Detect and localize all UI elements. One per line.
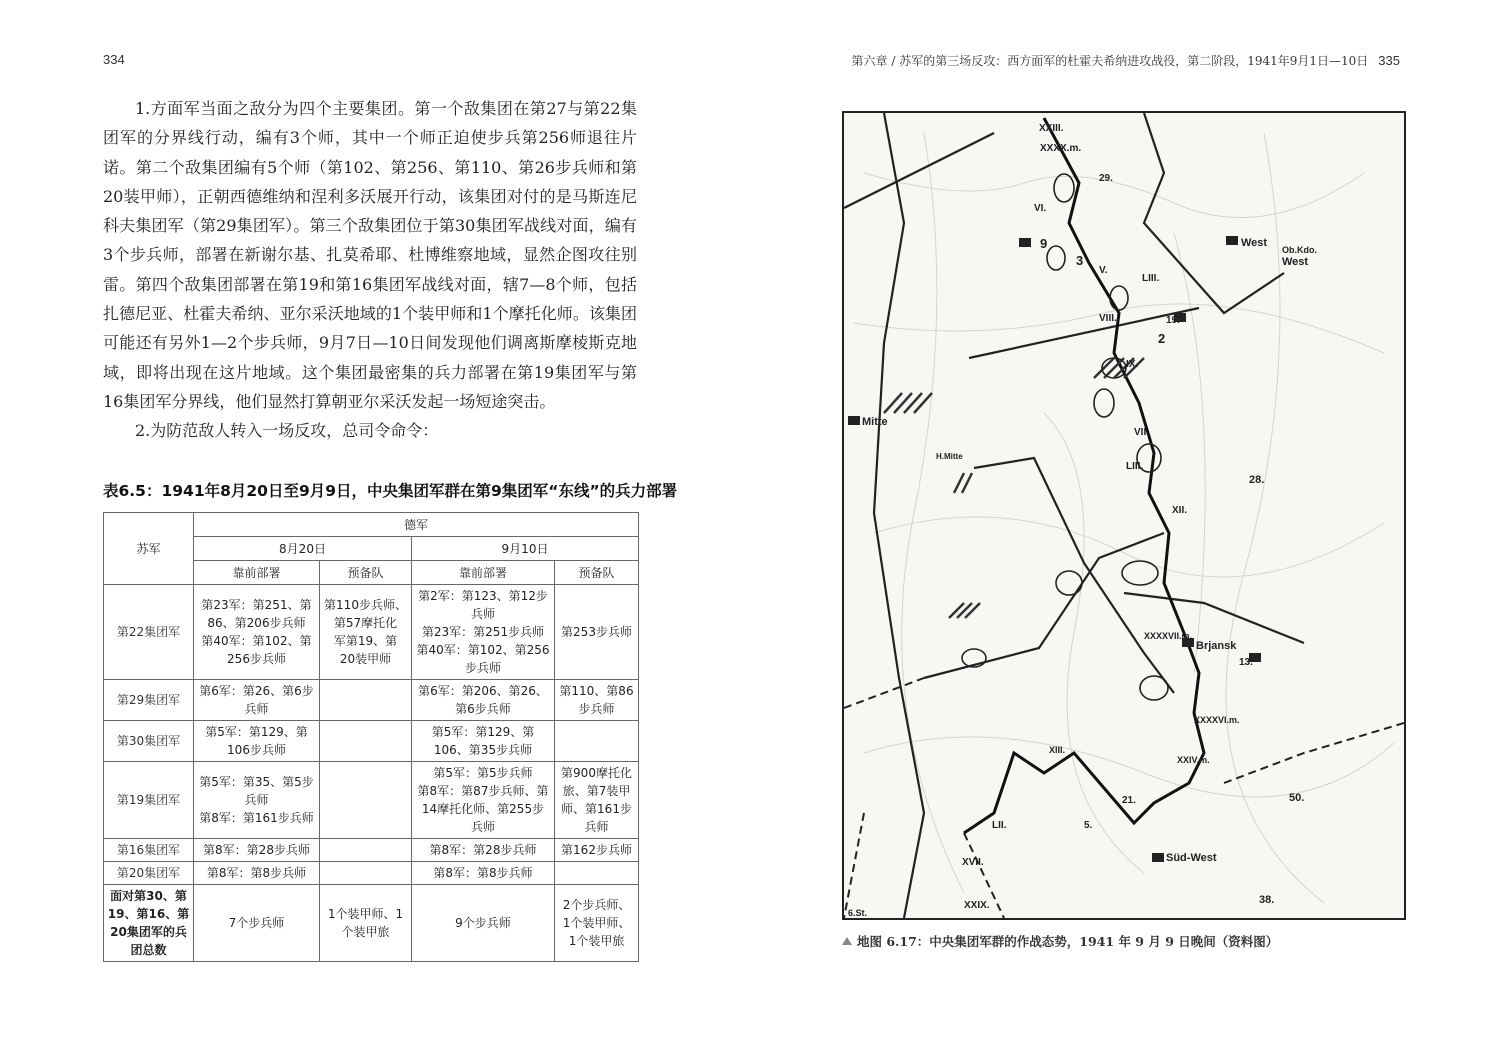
army-cell: 第22集团军 (104, 585, 194, 680)
map-label: XXXXVII.m. (1144, 631, 1193, 641)
hq-flags (848, 236, 1261, 862)
header-front-1: 靠前部署 (194, 561, 320, 585)
map-label: H.Mitte (936, 452, 963, 461)
table-row (104, 680, 639, 721)
body-text (103, 94, 637, 446)
map-label: XXIV.m. (1177, 755, 1210, 765)
reserve-cell-sep10: 第110、第86 步兵师 (555, 680, 639, 721)
map-label: 13. (1239, 657, 1253, 668)
map-label: Ob.Kdo. (1282, 245, 1317, 255)
army-cell: 第29集团军 (104, 680, 194, 721)
map-label: IX. (1126, 359, 1139, 370)
total-label-cell: 面对第30、第 19、第16、第 20集团军的兵 团总数 (104, 885, 194, 962)
front-cell-aug20: 第8军：第28步兵师 (194, 839, 320, 862)
map-label: VII. (1134, 427, 1150, 438)
paragraph-1: 1.方面军当面之敌分为四个主要集团。第一个敌集团在第27与第22集团军的分界线行动，编有3个师，其中一个师正迫使步兵第256师退往片诺。第二个敌集团编有5个师（第102、第256、第110、第26步兵师和第20装甲师），正朝西德维纳和涅利多沃展开行动，该集团对付的是马斯连尼科夫集团军（第29集团军）。第三个敌集团位于第30集团军战线对面，编有3个步兵师，部署在新谢尔基、扎莫希耶、杜博维察地域，显然企图攻往别雷。第四个敌集团部署在第19和第16集团军战线对面，辖7—8个师，包括扎德尼亚、杜霍夫希纳、亚尔采沃地域的1个装甲师和1个摩托化师。该集团可能还有另外1—2个步兵师，9月7日—10日间发现他们调离斯摩棱斯克地域，即将出现在这片地域。这个集团最密集的兵力部署在第19集团军与第16集团军分界线，他们显然打算朝亚尔采沃发起一场短途突击。 (103, 99, 637, 411)
front-cell-aug20: 第8军：第8步兵师 (194, 862, 320, 885)
hatched-areas (884, 358, 1144, 618)
troop-deployment-table (103, 512, 639, 962)
header-soviet: 苏军 (104, 513, 194, 585)
table-row (104, 862, 639, 885)
total-front-aug20: 7个步兵师 (194, 885, 320, 962)
header-front-2: 靠前部署 (412, 561, 555, 585)
front-cell-aug20: 第23军：第251、第 86、第206步兵师 第40军：第102、第 256步兵师 (194, 585, 320, 680)
map-label: 5. (1084, 820, 1093, 831)
map-label: Brjansk (1196, 640, 1237, 652)
front-cell-aug20: 第5军：第129、第 106步兵师 (194, 721, 320, 762)
map-caption-text: 地图 6.17：中央集团军群的作战态势，1941 年 9 月 9 日晚间（资料图） (857, 934, 1279, 949)
front-cell-sep10: 第5军：第129、第 106、第35步兵师 (412, 721, 555, 762)
army-cell: 第30集团军 (104, 721, 194, 762)
table-row (104, 839, 639, 862)
total-front-sep10: 9个步兵师 (412, 885, 555, 962)
reserve-cell-sep10: 第253步兵师 (555, 585, 639, 680)
map-label: 9 (1040, 236, 1048, 251)
map-label: VI. (1034, 203, 1047, 214)
total-reserve-sep10: 2个步兵师、 1个装甲师、 1个装甲旅 (555, 885, 639, 962)
map-label: VIII. (1099, 313, 1117, 324)
map-label: 38. (1259, 894, 1275, 906)
front-cell-aug20: 第6军：第26、第6步 兵师 (194, 680, 320, 721)
header-german: 德军 (194, 513, 639, 537)
map-label: XIII. (1049, 745, 1066, 755)
total-reserve-aug20: 1个装甲师、1 个装甲旅 (320, 885, 412, 962)
table-caption: 表6.5：1941年8月20日至9月9日，中央集团军群在第9集团军“东线”的兵力部署 (103, 482, 678, 500)
reserve-cell-sep10: 第900摩托化 旅、第7装甲 师、第161步 兵师 (555, 762, 639, 839)
reserve-cell-sep10: 第162步兵师 (555, 839, 639, 862)
header-reserve-2: 预备队 (555, 561, 639, 585)
map-caption (842, 932, 1278, 950)
map-label: LII. (992, 820, 1007, 831)
reserve-cell-aug20 (320, 721, 412, 762)
map-label: West (1282, 256, 1309, 268)
map-label: 28. (1249, 474, 1265, 486)
map-label: XII. (1172, 505, 1188, 516)
map-label: XVII. (962, 857, 984, 868)
running-head-text: 第六章 / 苏军的第三场反攻：西方面军的杜霍夫希纳进攻战役，第二阶段，1941年9月1日—10日 (851, 54, 1369, 68)
front-cell-sep10: 第5军：第5步兵师 第8军：第87步兵师、第 14摩托化师、第255步 兵师 (412, 762, 555, 839)
table-row (104, 762, 639, 839)
map-label: LIII. (1126, 461, 1144, 472)
table-row (104, 721, 639, 762)
header-date-2: 9月10日 (412, 537, 639, 561)
reserve-cell-aug20 (320, 762, 412, 839)
table-row (104, 585, 639, 680)
army-cell: 第19集团军 (104, 762, 194, 839)
reserve-cell-aug20: 第110步兵师、 第57摩托化 军第19、第 20装甲师 (320, 585, 412, 680)
map-label: 6.St. (848, 908, 868, 918)
running-head (852, 52, 1400, 69)
map-label: XXIII. (1039, 123, 1064, 134)
map-label: 3 (1076, 253, 1084, 268)
reserve-cell-sep10 (555, 862, 639, 885)
map-label: 50. (1289, 792, 1305, 804)
paragraph-2: 2.为防范敌人转入一场反攻，总司令命令： (135, 421, 439, 441)
front-line (964, 118, 1204, 833)
situation-map (842, 111, 1406, 920)
front-cell-sep10: 第8军：第28步兵师 (412, 839, 555, 862)
map-label: West (1241, 237, 1268, 249)
map-label: 21. (1122, 795, 1136, 806)
page-number-right: 335 (1378, 53, 1400, 68)
map-label: 29. (1099, 173, 1113, 184)
map-drawing (844, 113, 1404, 918)
reserve-cell-aug20 (320, 839, 412, 862)
reserve-cell-sep10 (555, 721, 639, 762)
table-row-total (104, 885, 639, 962)
front-cell-aug20: 第5军：第35、第5步 兵师 第8军：第161步兵师 (194, 762, 320, 839)
reserve-cell-aug20 (320, 680, 412, 721)
map-label: Mitte (862, 416, 888, 428)
map-label: LIII. (1142, 273, 1160, 284)
front-cell-sep10: 第2军：第123、第12步 兵师 第23军：第251步兵师 第40军：第102、第256 步兵师 (412, 585, 555, 680)
front-cell-sep10: 第8军：第8步兵师 (412, 862, 555, 885)
triangle-icon (842, 937, 852, 945)
map-label: Süd-West (1166, 852, 1217, 864)
header-date-1: 8月20日 (194, 537, 412, 561)
page-number-left: 334 (103, 52, 125, 67)
army-cell: 第20集团军 (104, 862, 194, 885)
map-label: XXXXVI.m. (1194, 715, 1240, 725)
map-label: 2 (1158, 331, 1166, 346)
map-label: XXIX. (964, 900, 990, 911)
map-label: 19. (1166, 315, 1180, 326)
map-label: V. (1099, 265, 1108, 276)
map-label: XXXX.m. (1040, 143, 1082, 154)
header-reserve-1: 预备队 (320, 561, 412, 585)
front-cell-sep10: 第6军：第206、第26、 第6步兵师 (412, 680, 555, 721)
map-unit-labels (848, 123, 1317, 918)
reserve-cell-aug20 (320, 862, 412, 885)
army-cell: 第16集团军 (104, 839, 194, 862)
